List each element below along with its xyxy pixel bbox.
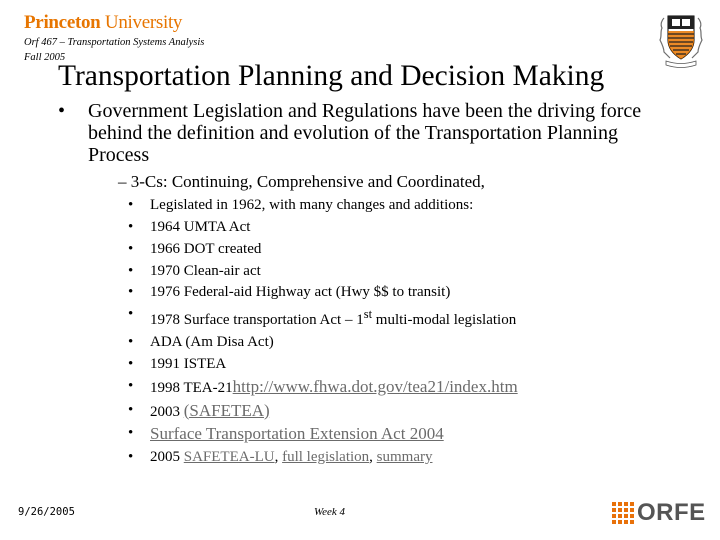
item-text: Legislated in 1962, with many changes and additions: bbox=[150, 197, 474, 213]
item-text: 1964 UMTA Act bbox=[150, 218, 251, 235]
sub-bullet: – 3-Cs: Continuing, Comprehensive and Coordinated, bbox=[118, 172, 485, 191]
list-item bbox=[128, 354, 518, 376]
safetea-lu-link[interactable]: SAFETEA-LU bbox=[183, 449, 275, 466]
item-text: 1976 Federal-aid Highway act (Hwy $$ to transit) bbox=[150, 284, 451, 301]
bullet-dot: • bbox=[58, 100, 66, 122]
orfe-text: ORFE bbox=[637, 499, 706, 526]
main-bullet-text: Government Legislation and Regulations have been the driving force behind the definition and evolution of the Transportation Planning Process bbox=[88, 100, 642, 166]
list-item bbox=[128, 332, 518, 354]
sub-bullet-text: 3-Cs: Continuing, Comprehensive and Coordinated, bbox=[130, 172, 485, 191]
item-text: 1970 Clean-air act bbox=[150, 262, 261, 279]
footer-week: Week 4 bbox=[314, 506, 346, 518]
footer-date: 9/26/2005 bbox=[18, 506, 75, 518]
item-text: 1991 ISTEA bbox=[150, 355, 227, 372]
summary-link[interactable]: summary bbox=[376, 449, 433, 466]
main-bullet bbox=[58, 100, 678, 166]
legislation-list bbox=[128, 195, 518, 469]
shield-ribbon bbox=[666, 61, 696, 68]
course-term: Fall 2005 bbox=[24, 52, 66, 63]
princeton-logo bbox=[24, 12, 182, 34]
shield-field bbox=[668, 31, 694, 59]
list-item bbox=[128, 376, 518, 400]
item-text: 1966 DOT created bbox=[150, 240, 262, 257]
separator: , bbox=[369, 449, 377, 466]
logo-light: University bbox=[104, 12, 183, 33]
list-item bbox=[128, 400, 518, 424]
princeton-shield-icon bbox=[652, 12, 710, 68]
full-legislation-link[interactable]: full legislation bbox=[282, 449, 370, 466]
tea21-link[interactable]: http://www.fhwa.dot.gov/tea21/index.htm bbox=[232, 376, 518, 396]
list-item bbox=[128, 304, 518, 332]
shield-book bbox=[668, 16, 694, 29]
item-text: 2005 bbox=[150, 449, 184, 466]
list-item bbox=[128, 217, 518, 239]
course-title: Orf 467 – Transportation Systems Analysis bbox=[24, 37, 205, 48]
slide-title: Transportation Planning and Decision Making bbox=[58, 60, 605, 92]
list-item bbox=[128, 447, 518, 469]
extension-act-link[interactable]: Surface Transportation Extension Act 2004 bbox=[150, 424, 444, 444]
orfe-grid-icon bbox=[612, 502, 634, 524]
item-text: multi-modal legislation bbox=[372, 312, 517, 329]
safetea-link[interactable]: (SAFETEA) bbox=[183, 400, 270, 420]
list-item bbox=[128, 239, 518, 261]
logo-bold: Princeton bbox=[24, 12, 101, 33]
item-text: 2003 bbox=[150, 403, 184, 420]
list-item bbox=[128, 261, 518, 283]
list-item bbox=[128, 423, 518, 447]
superscript: st bbox=[363, 307, 373, 322]
orfe-logo bbox=[612, 500, 706, 526]
list-item bbox=[128, 282, 518, 304]
separator: , bbox=[274, 449, 283, 466]
item-text: ADA (Am Disa Act) bbox=[150, 334, 274, 351]
list-item bbox=[128, 195, 518, 217]
item-text: 1998 TEA-21 bbox=[150, 379, 233, 396]
item-text: 1978 Surface transportation Act – 1 bbox=[150, 312, 364, 329]
